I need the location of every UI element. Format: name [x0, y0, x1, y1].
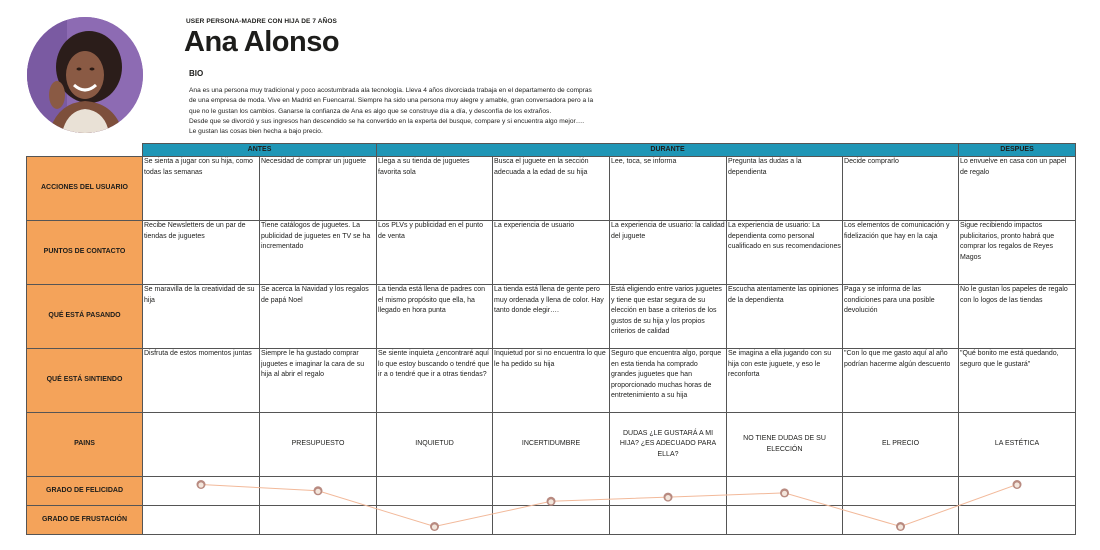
emotion-cell [493, 477, 610, 506]
row-felicidad [27, 477, 1076, 506]
row-label: ACCIONES DEL USUARIO [27, 157, 143, 221]
bio-line: Desde que se divorció y sus ingresos han descendido se ha convertido en la experta del busque, compare y si encuentra algo mejor…. [189, 117, 585, 125]
journey-map-table [26, 143, 1076, 535]
table-cell: No le gustan los papeles de regalo con lo logos de las tiendas [959, 285, 1076, 349]
table-cell: Disfruta de estos momentos juntas [143, 349, 260, 413]
row-acciones [27, 157, 1076, 221]
row-sintiendo [27, 349, 1076, 413]
emotion-cell [377, 506, 493, 535]
emotion-cell [727, 506, 843, 535]
emotion-cell [143, 477, 260, 506]
emotion-cell [260, 506, 377, 535]
table-cell: Está eligiendo entre varios juguetes y tiene que estar segura de su elección en base a criterios de los gustos de su hija y los propios criterios de calidad [610, 285, 727, 349]
table-cell: La tienda está llena de gente pero muy ordenada y llena de color. Hay tanto donde elegir…. [493, 285, 610, 349]
row-frustracion [27, 506, 1076, 535]
table-cell: Los elementos de comunicación y fidelización que hay en la caja [843, 221, 959, 285]
pain-cell: PRESUPUESTO [260, 413, 377, 477]
emotion-cell [260, 477, 377, 506]
bio-label: BIO [189, 69, 204, 78]
pain-cell: INQUIETUD [377, 413, 493, 477]
pain-cell [143, 413, 260, 477]
table-cell: Sigue recibiendo impactos publicitarios, pronto habrá que comprar los regalos de Reyes Magos [959, 221, 1076, 285]
table-cell: Tiene catálogos de juguetes. La publicidad de juguetes en TV se ha incrementado [260, 221, 377, 285]
corner-empty [27, 144, 143, 157]
table-cell: Recibe Newsletters de un par de tiendas de juguetes [143, 221, 260, 285]
table-cell: Escucha atentamente las opiniones de la dependienta [727, 285, 843, 349]
table-cell: "Qué bonito me está quedando, seguro que le gustará" [959, 349, 1076, 413]
pain-cell: LA ESTÉTICA [959, 413, 1076, 477]
emotion-cell [843, 477, 959, 506]
emotion-cell [610, 477, 727, 506]
table-cell: La experiencia de usuario: la calidad del juguete [610, 221, 727, 285]
pain-cell: DUDAS ¿LE GUSTARÁ A MI HIJA? ¿ES ADECUADO PARA ELLA? [610, 413, 727, 477]
phase-despues: DESPUES [959, 144, 1076, 157]
table-cell: Se acerca la Navidad y los regalos de papá Noel [260, 285, 377, 349]
row-label: QUÉ ESTÁ PASANDO [27, 285, 143, 349]
emotion-cell [959, 506, 1076, 535]
row-label: GRADO DE FELICIDAD [27, 477, 143, 506]
table-cell: Busca el juguete en la sección adecuada a la edad de su hija [493, 157, 610, 221]
pain-cell: EL PRECIO [843, 413, 959, 477]
pain-cell: NO TIENE DUDAS DE SU ELECCIÓN [727, 413, 843, 477]
table-cell: Necesidad de comprar un juguete [260, 157, 377, 221]
bio-text [189, 86, 634, 137]
row-label: GRADO DE FRUSTACIÓN [27, 506, 143, 535]
pain-cell: INCERTIDUMBRE [493, 413, 610, 477]
table-cell: Seguro que encuentra algo, porque en esta tienda ha comprado grandes juguetes que han proporcionado muchas horas de entretenimiento a su hija [610, 349, 727, 413]
phase-antes: ANTES [143, 144, 377, 157]
emotion-cell [843, 506, 959, 535]
phase-durante: DURANTE [377, 144, 959, 157]
bio-line: Ana es una persona muy tradicional y poco acostumbrada ala tecnología. Lleva 4 años divorciada trabaja en el departamento de compras [189, 87, 592, 94]
row-pasando [27, 285, 1076, 349]
emotion-cell [377, 477, 493, 506]
table-cell: Siempre le ha gustado comprar juguetes e imaginar la cara de su hija al abrir el regalo [260, 349, 377, 413]
row-contacto [27, 221, 1076, 285]
row-label: PAINS [27, 413, 143, 477]
persona-avatar [27, 17, 143, 133]
table-cell: Se imagina a ella jugando con su hija con este juguete, y eso le reconforta [727, 349, 843, 413]
table-cell: Paga y se informa de las condiciones para una posible devolución [843, 285, 959, 349]
persona-subtitle: USER PERSONA-MADRE CON HIJA DE 7 AÑOS [186, 18, 337, 25]
table-cell: Lee, toca, se informa [610, 157, 727, 221]
row-pains [27, 413, 1076, 477]
table-cell: Llega a su tienda de juguetes favorita sola [377, 157, 493, 221]
table-cell: La experiencia de usuario [493, 221, 610, 285]
table-cell: "Con lo que me gasto aquí al año podrían hacerme algún descuento [843, 349, 959, 413]
emotion-cell [493, 506, 610, 535]
emotion-cell [143, 506, 260, 535]
persona-name: Ana Alonso [184, 26, 340, 58]
table-cell: Decide comprarlo [843, 157, 959, 221]
row-label: PUNTOS DE CONTACTO [27, 221, 143, 285]
table-cell: Pregunta las dudas a la dependienta [727, 157, 843, 221]
row-label: QUÉ ESTÁ SINTIENDO [27, 349, 143, 413]
table-cell: Los PLVs y publicidad en el punto de venta [377, 221, 493, 285]
emotion-cell [610, 506, 727, 535]
table-cell: Inquietud por si no encuentra lo que le ha pedido su hija [493, 349, 610, 413]
table-cell: La experiencia de usuario: La dependienta como personal cualificado en sus recomendaciones [727, 221, 843, 285]
table-cell: Se siente inquieta ¿encontraré aquí lo que estoy buscando o tendré que ir a o tendré que ir a otras tiendas? [377, 349, 493, 413]
emotion-cell [727, 477, 843, 506]
table-cell: Se maravilla de la creatividad de su hija [143, 285, 260, 349]
bio-line: Le gustan las cosas bien hecha a bajo precio. [189, 128, 323, 136]
bio-line: que no le gustan los cambios. Ganarse la confianza de Ana es algo que se construye día a día, y desconfía de los extraños. [189, 107, 552, 115]
emotion-cell [959, 477, 1076, 506]
table-cell: Lo envuelve en casa con un papel de regalo [959, 157, 1076, 221]
bio-line: de una empresa de moda. Vive en Madrid en Fuencarral. Siempre ha sido una persona muy alegre y amable, gran conversadora pero a la [189, 97, 594, 105]
table-cell: La tienda está llena de padres con el mismo propósito que ella, ha llegado en hora punta [377, 285, 493, 349]
table-cell: Se sienta a jugar con su hija, como todas las semanas [143, 157, 260, 221]
